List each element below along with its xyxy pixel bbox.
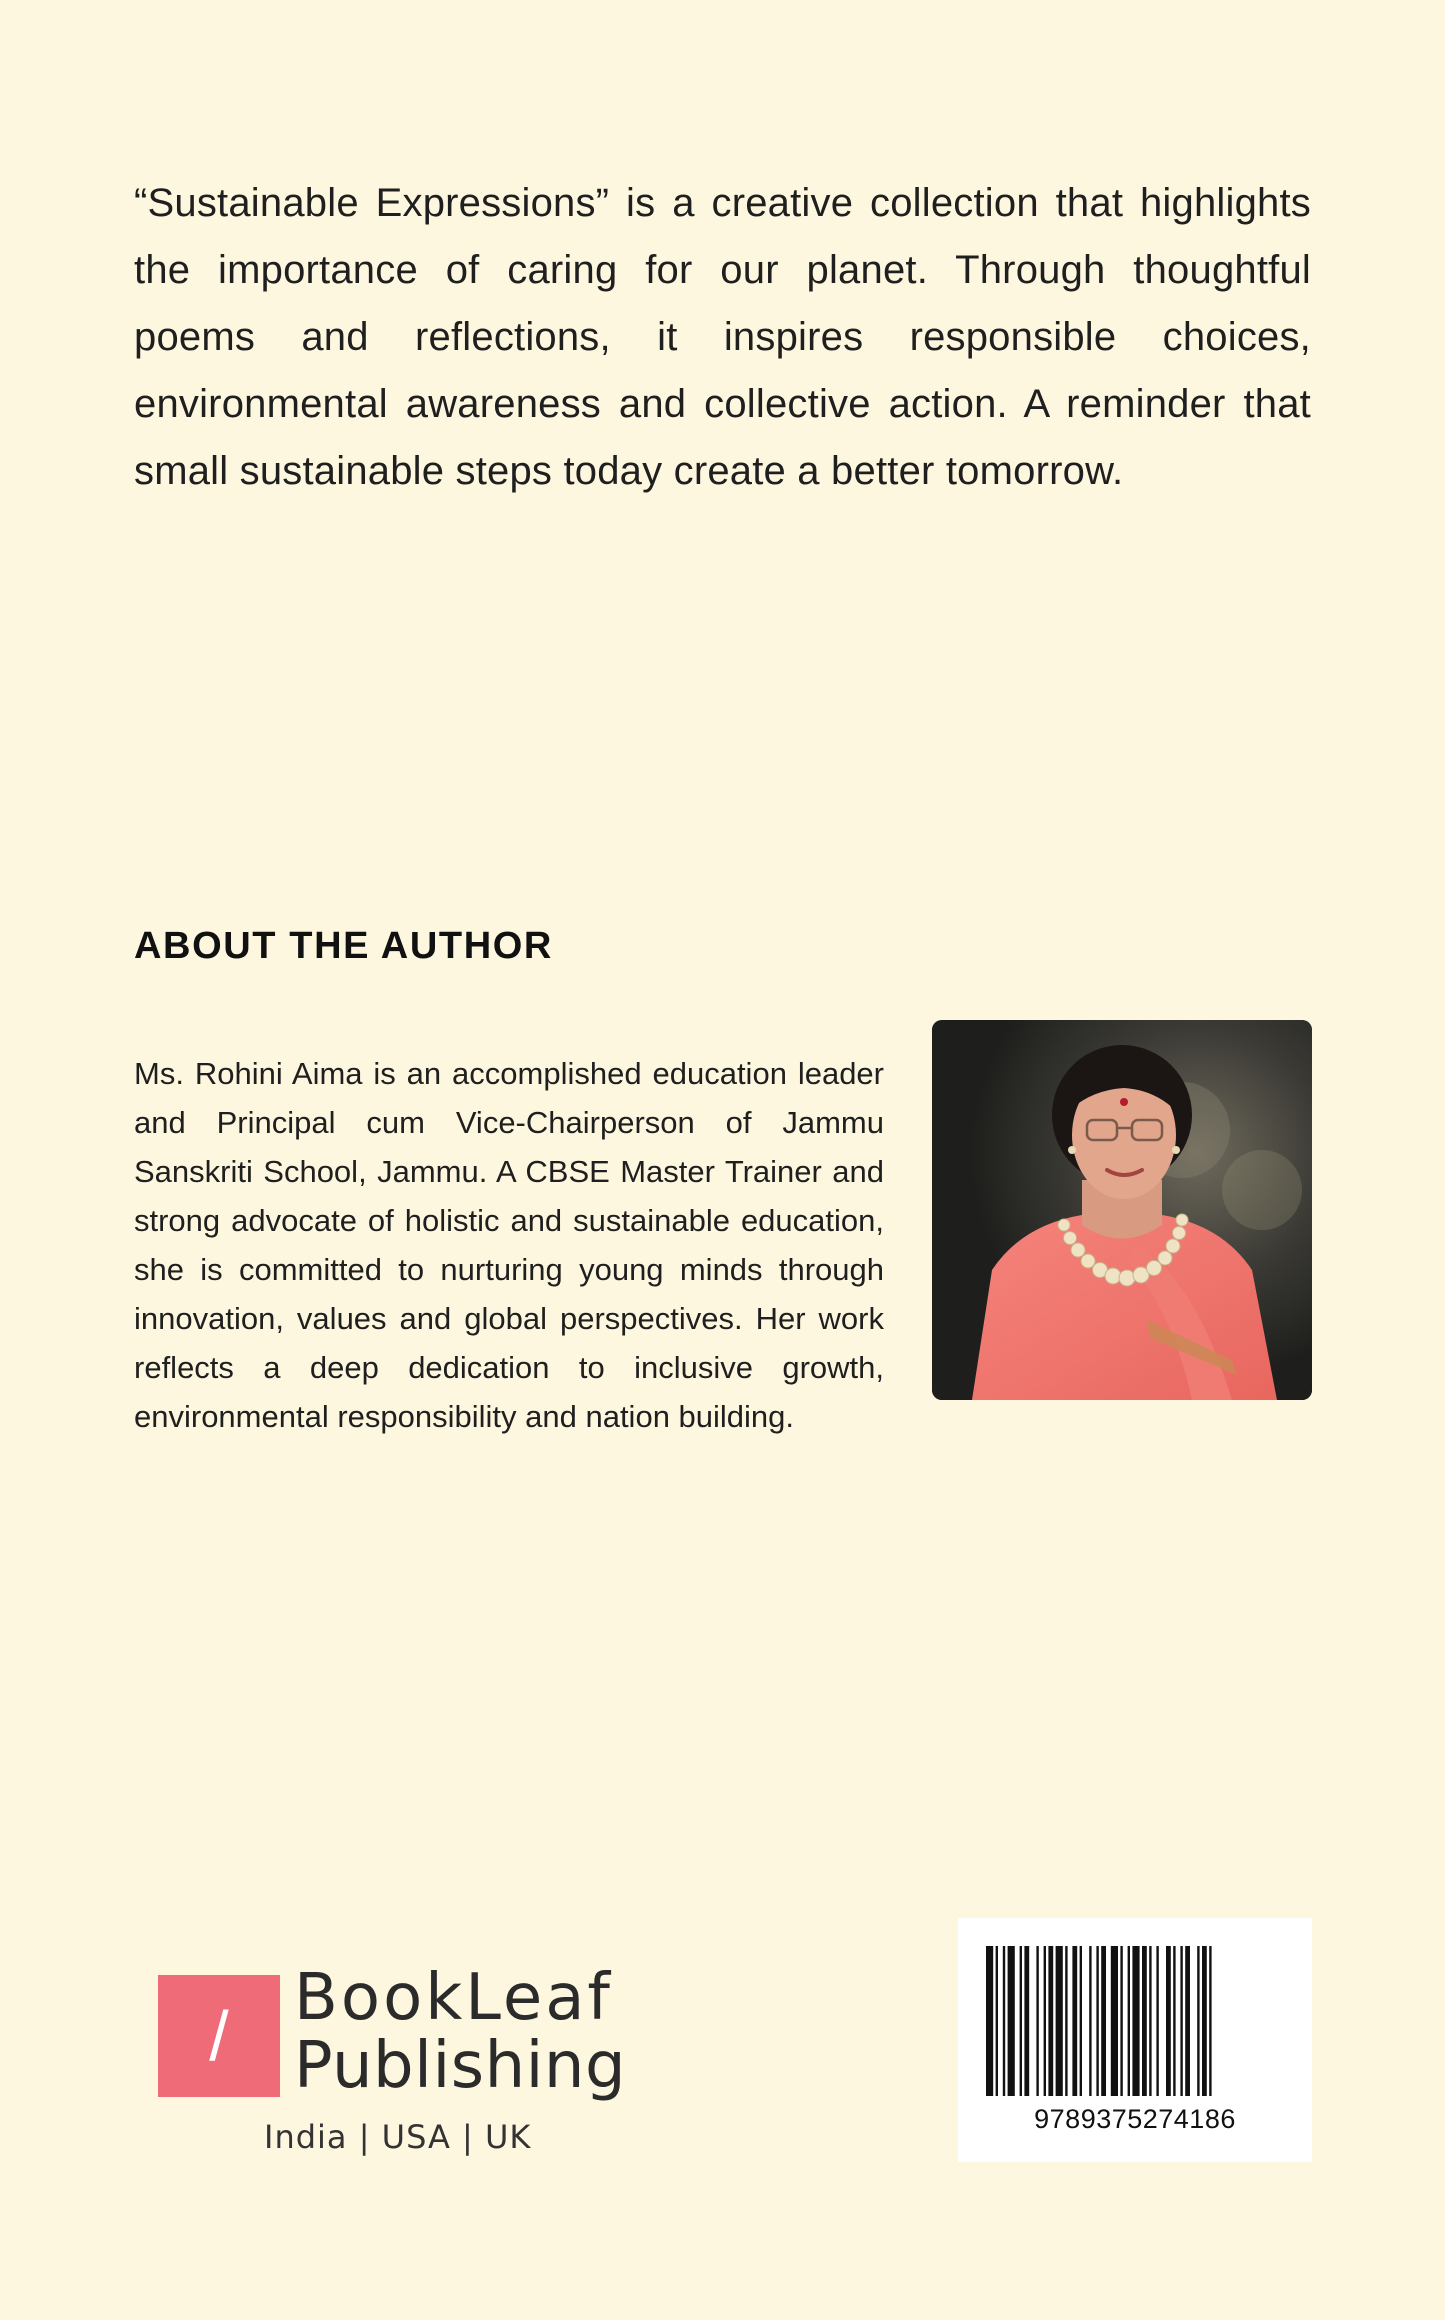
- barcode-bar: [1024, 1946, 1029, 2096]
- barcode-bar: [1197, 1946, 1199, 2096]
- barcode-bar: [1209, 1946, 1211, 2096]
- barcode-bar: [996, 1946, 998, 2096]
- author-bio: Ms. Rohini Aima is an accomplished education leader and Principal cum Vice-Chairperson of Jammu Sanskriti School, Jammu. A CBSE Master Trainer and strong advocate of holistic and sustainable education, she is committed to nurturing young minds through innovation, values and global perspectives. Her work reflects a deep dedication to inclusive growth, environmental responsibility and nation building.: [134, 1056, 884, 1434]
- publisher-name-line1: BookLeaf: [294, 1961, 613, 2035]
- barcode-bar: [1020, 1946, 1022, 2096]
- barcode-bar: [1036, 1946, 1038, 2096]
- barcode-bar: [1185, 1946, 1190, 2096]
- author-photo: [932, 1020, 1312, 1400]
- barcode-bar: [1149, 1946, 1151, 2096]
- barcode-bar: [1003, 1946, 1005, 2096]
- barcode-bar: [1111, 1946, 1118, 2096]
- barcode-bar: [1132, 1946, 1139, 2096]
- back-cover-blurb: “Sustainable Expressions” is a creative collection that highlights the importance of caring for our planet. Through thoughtful poems and reflections, it inspires responsible choices, environmental awareness and collective action. A reminder that small sustainable steps today create a better tomorrow.: [134, 181, 1311, 493]
- barcode-bar: [1072, 1946, 1077, 2096]
- barcode-bar: [1173, 1946, 1175, 2096]
- isbn-barcode: [958, 1918, 1312, 2162]
- barcode-bar: [1065, 1946, 1067, 2096]
- barcode-bar: [1056, 1946, 1063, 2096]
- barcode-bar: [1180, 1946, 1182, 2096]
- barcode-bar: [1101, 1946, 1106, 2096]
- barcode-bar: [1080, 1946, 1082, 2096]
- barcode-bar: [1156, 1946, 1158, 2096]
- logo-mark: [158, 1975, 280, 2097]
- barcode-bar: [1044, 1946, 1046, 2096]
- barcode-bar: [1128, 1946, 1130, 2096]
- barcode-bar: [1142, 1946, 1147, 2096]
- barcode-bar: [1008, 1946, 1015, 2096]
- logo-slash: /: [209, 1997, 229, 2075]
- barcode-bar: [1089, 1946, 1091, 2096]
- barcode-bar: [1096, 1946, 1098, 2096]
- publisher-regions: India | USA | UK: [264, 2118, 532, 2156]
- publisher-name-line2: Publishing: [294, 2029, 627, 2103]
- barcode-bars: [986, 1946, 1284, 2096]
- barcode-bar: [1048, 1946, 1053, 2096]
- bookleaf-publishing-logo: [158, 1961, 627, 2165]
- barcode-bar: [986, 1946, 993, 2096]
- barcode-bar: [1120, 1946, 1122, 2096]
- about-author-heading: ABOUT THE AUTHOR: [134, 925, 553, 967]
- barcode-bar: [1166, 1946, 1171, 2096]
- barcode-bar: [1202, 1946, 1207, 2096]
- isbn-number: 9789375274186: [1034, 2104, 1236, 2134]
